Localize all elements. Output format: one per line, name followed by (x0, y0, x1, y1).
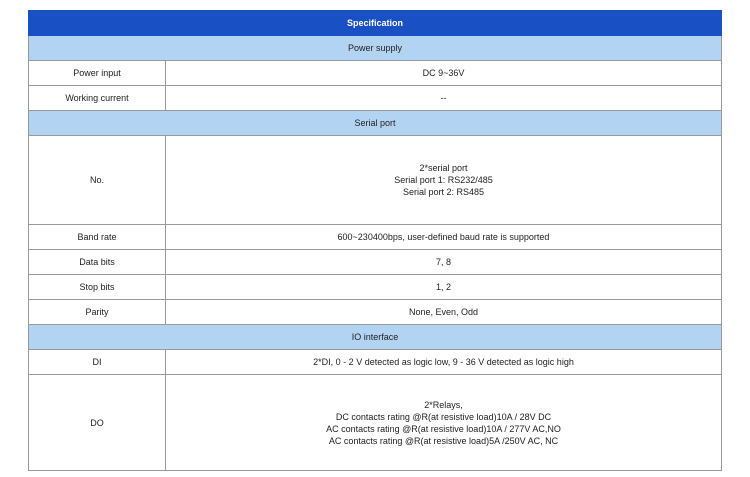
row-label: DO (29, 375, 166, 471)
table-row (29, 250, 722, 275)
table-row (29, 375, 722, 471)
row-label: Parity (29, 300, 166, 325)
row-label: Band rate (29, 225, 166, 250)
row-value: DC 9~36V (166, 61, 722, 86)
value-line: 2*Relays, (424, 399, 463, 410)
row-value (166, 375, 722, 471)
table-row (29, 136, 722, 225)
row-label: DI (29, 350, 166, 375)
section-power-supply: Power supply (29, 36, 722, 61)
row-value: 7, 8 (166, 250, 722, 275)
value-line: DC contacts rating @R(at resistive load)10A / 28V DC (335, 411, 552, 422)
row-label: Working current (29, 86, 166, 111)
table-title: Specification (29, 11, 722, 36)
title-row (29, 11, 722, 36)
table-row (29, 300, 722, 325)
row-label: Stop bits (29, 275, 166, 300)
section-serial-port: Serial port (29, 111, 722, 136)
row-value: 1, 2 (166, 275, 722, 300)
value-line: 2*serial port (419, 163, 468, 173)
row-value (166, 136, 722, 225)
table-row (29, 350, 722, 375)
value-line: Serial port 1: RS232/485 (394, 175, 493, 185)
row-label: No. (29, 136, 166, 225)
table-row (29, 225, 722, 250)
row-label: Power input (29, 61, 166, 86)
value-line: Serial port 2: RS485 (402, 187, 485, 197)
value-line: AC contacts rating @R(at resistive load)5A /250V AC, NC (328, 435, 559, 446)
section-header-row (29, 36, 722, 61)
row-value: None, Even, Odd (166, 300, 722, 325)
value-line: AC contacts rating @R(at resistive load)10A / 277V AC,NO (326, 423, 561, 434)
row-value: 2*DI, 0 - 2 V detected as logic low, 9 - 36 V detected as logic high (166, 350, 722, 375)
table-row (29, 86, 722, 111)
row-value: 600~230400bps, user-defined baud rate is supported (166, 225, 722, 250)
section-header-row (29, 325, 722, 350)
row-value: -- (166, 86, 722, 111)
section-header-row (29, 111, 722, 136)
table-row (29, 61, 722, 86)
row-label: Data bits (29, 250, 166, 275)
table-row (29, 275, 722, 300)
specification-table (28, 10, 722, 471)
section-io-interface: IO interface (29, 325, 722, 350)
